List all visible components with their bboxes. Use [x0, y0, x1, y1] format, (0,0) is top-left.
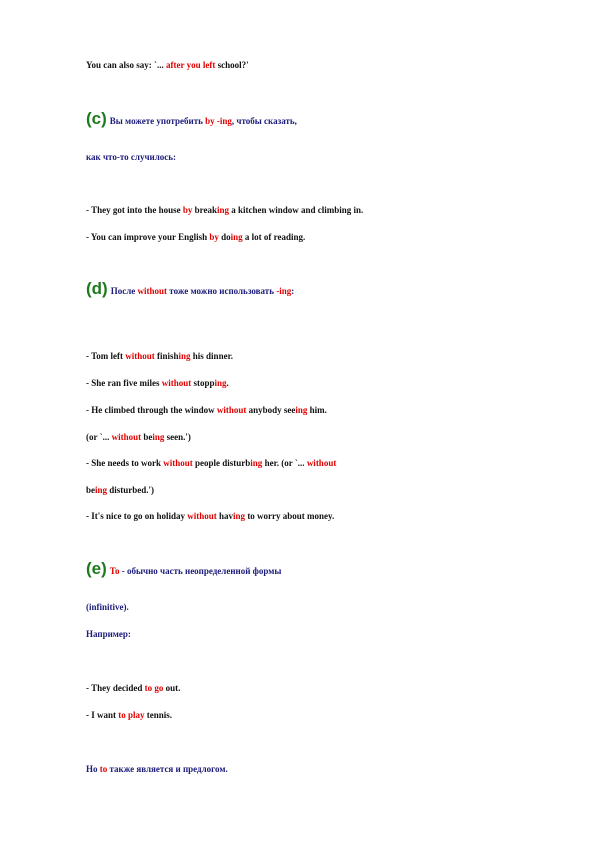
text-segment: Например:: [86, 629, 131, 639]
text-segment: также является и предлогом.: [107, 764, 228, 774]
text-segment: - I want: [86, 710, 119, 720]
text-line: [86, 457, 336, 469]
text-segment: be: [141, 432, 153, 442]
text-segment: - She ran five miles: [86, 378, 162, 388]
text-segment: his dinner.: [190, 351, 233, 361]
text-segment: people disturb: [192, 458, 251, 468]
highlighted-text: without: [137, 286, 168, 296]
text-segment: him.: [307, 405, 327, 415]
text-line: [86, 484, 154, 496]
highlighted-text: ing: [178, 351, 191, 361]
text-segment: stopp: [191, 378, 215, 388]
text-line: [86, 350, 233, 362]
text-segment: Вы можете употребить: [109, 116, 206, 126]
text-segment: be: [86, 485, 95, 495]
text-segment: a kitchen window and climbing in.: [228, 205, 364, 215]
text-segment: После: [110, 286, 138, 296]
highlighted-text: to play: [118, 710, 145, 720]
highlighted-text: ing: [230, 232, 243, 242]
highlighted-text: ing: [295, 405, 308, 415]
text-segment: school?': [215, 60, 249, 70]
text-segment: - обычно часть неопределенной формы: [119, 566, 282, 576]
text-segment: a lot of reading.: [242, 232, 306, 242]
text-segment: - They decided: [86, 683, 145, 693]
text-segment: - She needs to work: [86, 458, 164, 468]
text-line: [86, 628, 131, 640]
highlighted-text: after you left: [166, 60, 216, 70]
text-segment: , чтобы сказать,: [231, 116, 297, 126]
text-segment: :: [291, 286, 295, 296]
highlighted-text: without: [125, 351, 155, 361]
text-line: [86, 682, 180, 694]
text-segment: - Tom left: [86, 351, 126, 361]
highlighted-text: without: [216, 405, 247, 415]
highlighted-text: ing: [216, 205, 229, 215]
text-segment: out.: [163, 683, 181, 693]
text-segment: (infinitive).: [86, 602, 129, 612]
text-segment: - You can improve your English: [86, 232, 210, 242]
text-segment: her. (or `...: [262, 458, 307, 468]
text-segment: Но: [86, 764, 100, 774]
highlighted-text: by -ing: [205, 116, 232, 126]
highlighted-text: ing: [152, 432, 165, 442]
text-line: [86, 231, 305, 243]
text-segment: You can also say: `...: [86, 60, 167, 70]
highlighted-text: without: [161, 378, 192, 388]
highlighted-text: to: [99, 764, 108, 774]
text-segment: как что-то случилось:: [86, 152, 177, 162]
section-heading: [86, 279, 294, 301]
text-segment: hav: [216, 511, 234, 521]
text-segment: - It's nice to go on holiday: [86, 511, 188, 521]
text-segment: break: [192, 205, 217, 215]
highlighted-text: ing: [250, 458, 263, 468]
text-segment: disturbed.'): [107, 485, 155, 495]
text-line: [86, 151, 176, 163]
section-letter: (d): [86, 279, 108, 298]
text-segment: finish: [154, 351, 179, 361]
text-segment: тоже можно использовать: [167, 286, 277, 296]
text-segment: tennis.: [144, 710, 173, 720]
text-line: [86, 601, 129, 613]
highlighted-text: without: [187, 511, 217, 521]
highlighted-text: without: [111, 432, 142, 442]
text-segment: to worry about money.: [245, 511, 335, 521]
text-line: [86, 709, 172, 721]
text-line: [86, 431, 191, 443]
highlighted-text: To: [109, 566, 120, 576]
highlighted-text: ing: [233, 511, 246, 521]
highlighted-text: by: [182, 205, 193, 215]
highlighted-text: ing: [214, 378, 227, 388]
text-segment: do: [218, 232, 231, 242]
text-segment: seen.'): [164, 432, 191, 442]
highlighted-text: without: [163, 458, 193, 468]
text-line: [86, 204, 363, 216]
section-letter: (c): [86, 109, 107, 128]
text-segment: (or `...: [86, 432, 112, 442]
text-segment: - They got into the house: [86, 205, 183, 215]
text-line: [86, 763, 228, 775]
text-segment: anybody see: [246, 405, 296, 415]
text-line: [86, 377, 229, 389]
text-line: [86, 59, 249, 71]
text-line: [86, 510, 334, 522]
text-segment: .: [226, 378, 229, 388]
section-heading: [86, 559, 281, 581]
text-line: [86, 404, 327, 416]
highlighted-text: by: [209, 232, 219, 242]
highlighted-text: ing: [95, 485, 108, 495]
text-segment: - He climbed through the window: [86, 405, 217, 415]
section-letter: (e): [86, 559, 107, 578]
highlighted-text: without: [306, 458, 337, 468]
highlighted-text: to go: [144, 683, 164, 693]
section-heading: [86, 109, 297, 131]
highlighted-text: -ing: [276, 286, 292, 296]
